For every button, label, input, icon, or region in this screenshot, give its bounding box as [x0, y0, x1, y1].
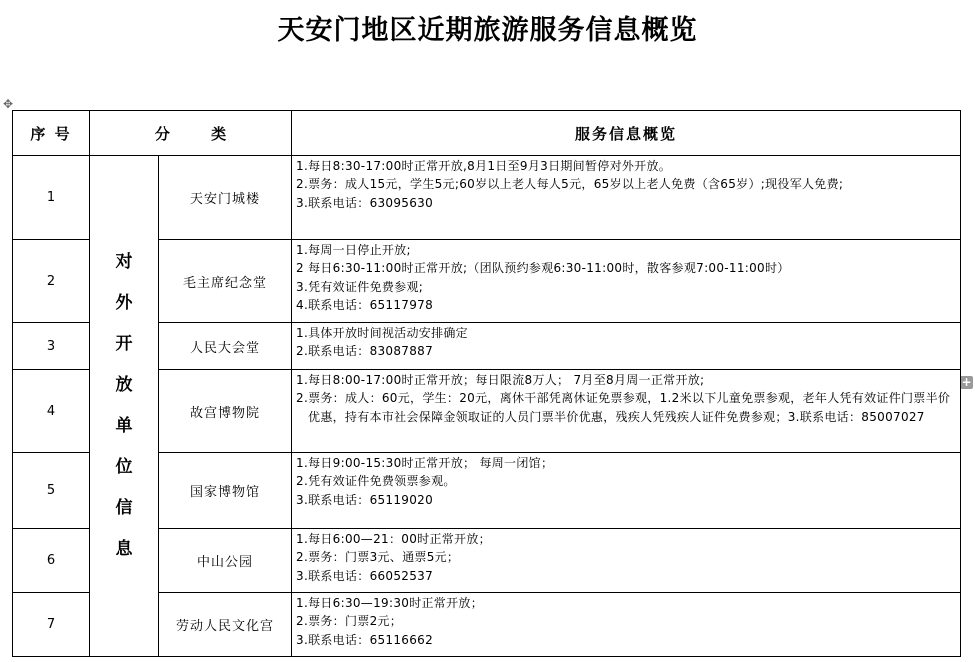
- header-seq: 序 号: [13, 111, 90, 156]
- seq-cell: 2: [13, 240, 90, 323]
- detail-line: 2.票务：成人15元，学生5元;60岁以上老人每人5元，65岁以上老人免费（含65岁）;现役军人免费;: [296, 177, 844, 192]
- page-title: 天安门地区近期旅游服务信息概览: [277, 15, 698, 46]
- detail-line: 1.每日9:00-15:30时正常开放； 每周一闭馆；: [296, 456, 554, 470]
- detail-line: 3.联系电话：65119020: [296, 492, 434, 507]
- group-char: 位: [115, 457, 133, 477]
- place-name: 人民大会堂: [159, 323, 292, 370]
- header-category: 分 类: [90, 111, 292, 156]
- detail-line: 1.每日8:30-17:00时正常开放,8月1日至9月3日期间暂停对外开放。: [296, 159, 672, 173]
- group-char: 信: [115, 498, 133, 518]
- detail-line: 1.每日6:00—21：00时正常开放；: [296, 532, 491, 546]
- detail-line: 3.联系电话：65116662: [296, 632, 434, 647]
- place-name: 毛主席纪念堂: [159, 240, 292, 323]
- detail-line: 3.凭有效证件免费参观;: [296, 279, 424, 294]
- detail-line: 1.每日8:00-17:00时正常开放；每日限流8万人； 7月至8月周一正常开放;: [296, 373, 705, 387]
- place-name: 故宫博物院: [159, 370, 292, 453]
- group-label: [90, 156, 159, 657]
- seq-cell: 4: [13, 370, 90, 453]
- seq-cell: 3: [13, 323, 90, 370]
- add-column-icon[interactable]: +: [961, 375, 972, 389]
- group-char: 放: [115, 375, 133, 395]
- table-row: [13, 156, 961, 240]
- group-char: 外: [115, 293, 133, 313]
- place-name: 中山公园: [159, 529, 292, 593]
- group-char: 对: [115, 252, 133, 272]
- detail-line: 1.每周一日停止开放;: [296, 243, 411, 257]
- details-cell: [292, 529, 961, 593]
- place-name: 天安门城楼: [159, 156, 292, 240]
- details-cell: [292, 453, 961, 529]
- details-cell: [292, 593, 961, 657]
- details-cell: [292, 156, 961, 240]
- place-name: 国家博物馆: [159, 453, 292, 529]
- place-name: 劳动人民文化宫: [159, 593, 292, 657]
- info-table: [12, 110, 961, 657]
- group-char: 单: [115, 416, 133, 436]
- group-char: 息: [115, 539, 133, 559]
- details-cell: [292, 240, 961, 323]
- detail-line: 2.票务：门票3元、通票5元；: [296, 550, 460, 565]
- detail-line: 2.票务：成人：60元，学生：20元，离休干部凭离休证免票参观，1.2米以下儿童免票参观，老年人凭有效证件门票半价优惠，持有本市社会保障金领取证的人员门票半价优惠，残疾人凭残疾人证件免费参观；3.联系电话：85007027: [296, 391, 951, 424]
- detail-line: 4.联系电话：65117978: [296, 297, 434, 312]
- header-row: [13, 111, 961, 156]
- detail-line: 3.联系电话：66052537: [296, 568, 434, 583]
- detail-line: 1.具体开放时间视活动安排确定: [296, 326, 468, 340]
- seq-cell: 7: [13, 593, 90, 657]
- details-cell: [292, 323, 961, 370]
- seq-cell: 5: [13, 453, 90, 529]
- group-char: 开: [115, 334, 133, 354]
- header-info: 服务信息概览: [292, 111, 961, 156]
- details-cell: [292, 370, 961, 453]
- seq-cell: 1: [13, 156, 90, 240]
- detail-line: 2.票务：门票2元；: [296, 614, 403, 629]
- seq-cell: 6: [13, 529, 90, 593]
- detail-line: 1.每日6:30—19:30时正常开放；: [296, 596, 483, 610]
- detail-line: 3.联系电话：63095630: [296, 195, 434, 210]
- move-handle-icon[interactable]: ✥: [2, 97, 14, 111]
- detail-line: 2 每日6:30-11:00时正常开放;（团队预约参观6:30-11:00时，散客参观7:00-11:00时）: [296, 261, 790, 276]
- detail-line: 2.凭有效证件免费领票参观。: [296, 474, 456, 489]
- detail-line: 2.联系电话：83087887: [296, 344, 434, 359]
